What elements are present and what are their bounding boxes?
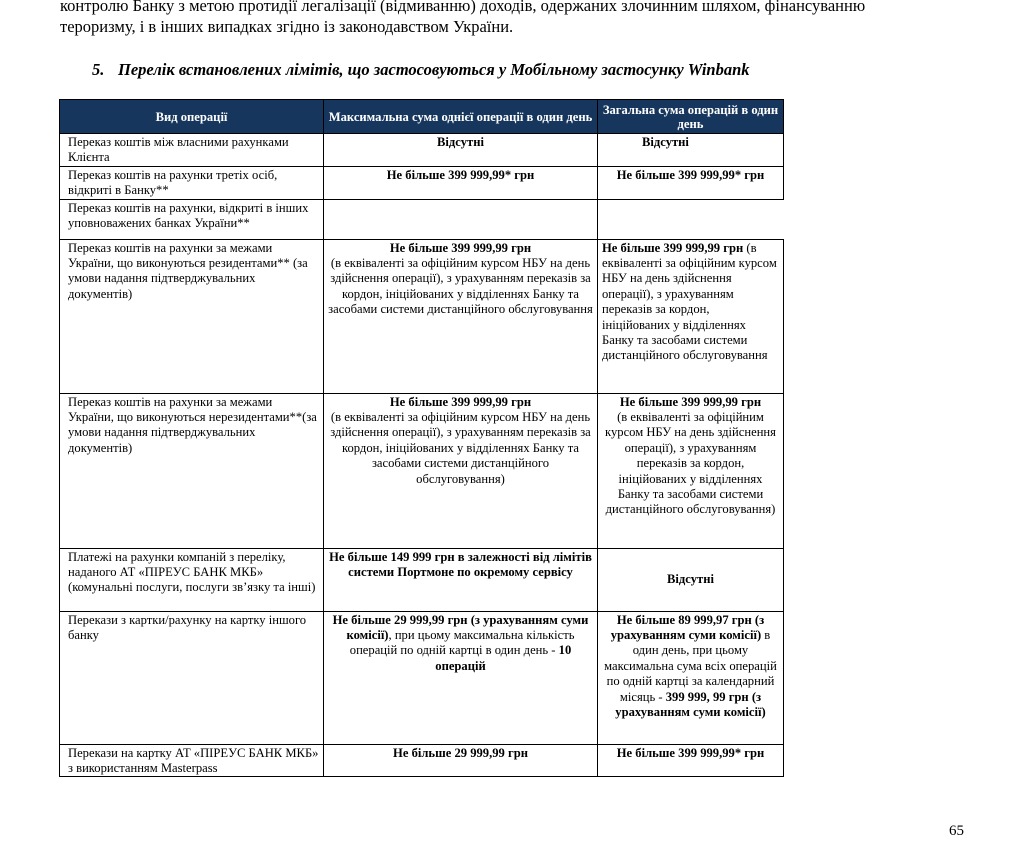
cell-max: Не більше 29 999,99 грн: [324, 744, 598, 777]
header-total-daily: Загальна сума операцій в один день: [598, 100, 784, 134]
table-header-row: [60, 100, 784, 134]
section-heading: [92, 60, 750, 80]
cell-max: [324, 239, 598, 393]
cell-max: [324, 393, 598, 548]
cell-total: [598, 393, 784, 548]
table-row: [60, 239, 784, 393]
table-row: [60, 548, 784, 611]
cell-total-tail: 399 999, 99 грн (з урахуванням суми комісії): [615, 689, 766, 720]
cell-max-empty: [324, 199, 598, 239]
cell-operation: Переказ коштів на рахунки за межами України, що виконуються нерезидентами**(за умови надання підтверджувальних документів): [60, 393, 324, 548]
cell-operation: Платежі на рахунки компаній з переліку, наданого АТ «ПІРЕУС БАНК МКБ» (комунальні послуги, послуги зв’язку та інші): [60, 548, 324, 611]
cell-max-text: , при цьому максимальна кількість операцій по одній картці в один день -: [349, 628, 575, 658]
table-row: [60, 611, 784, 744]
page-number: 65: [949, 823, 964, 839]
cell-total: Відсутні: [598, 548, 784, 611]
intro-line-1: контролю Банку з метою протидії легалізації (відмиванню) доходів, одержаних злочинним шляхом, фінансуванню: [60, 0, 866, 15]
cell-total-text: (в еквіваленті за офіційним курсом НБУ на день здійснення операції), з урахуванням переказів за кордон, ініційованих у відділеннях Банку та засобами системи дистанційного обслуговування: [602, 240, 777, 363]
cell-max: Відсутні: [324, 134, 598, 167]
limits-table: [59, 99, 784, 777]
cell-max: Не більше 399 999,99* грн: [324, 166, 598, 199]
cell-total-text: (в еквіваленті за офіційним курсом НБУ на день здійснення операції), з урахуванням переказів за кордон, ініційованих у відділеннях Банку та засобами системи дистанційного обслуговування): [605, 410, 776, 517]
cell-operation: Перекази з картки/рахунку на картку іншого банку: [60, 611, 324, 744]
cell-operation: Перекази на картку АТ «ПІРЕУС БАНК МКБ» з використанням Masterpass: [60, 744, 324, 777]
cell-max: [324, 611, 598, 744]
cell-total-bold: Не більше 399 999,99 грн: [619, 394, 762, 409]
cell-operation: Переказ коштів на рахунки, відкриті в інших уповноважених банках України**: [60, 199, 324, 239]
table-row: [60, 199, 784, 239]
cell-max-text: (в еквіваленті за офіційним курсом НБУ на день здійснення операції), з урахуванням переказів за кордон, ініційованих у відділеннях Банку та засобами системи дистанційного обслуговування): [330, 410, 591, 486]
header-operation-type: Вид операції: [60, 100, 324, 134]
table-row: [60, 744, 784, 777]
cell-total: Не більше 399 999,99* грн: [598, 744, 784, 777]
cell-max-bold: Не більше 399 999,99 грн: [389, 240, 532, 255]
table-row: [60, 393, 784, 548]
cell-operation: Переказ коштів на рахунки третіх осіб, відкриті в Банку**: [60, 166, 324, 199]
cell-operation: Переказ коштів між власними рахунками Клієнта: [60, 134, 324, 167]
cell-total-empty: [598, 199, 784, 239]
cell-total: [598, 239, 784, 393]
cell-max-bold: Не більше 29 999,99 грн (з урахуванням суми комісії): [332, 612, 589, 643]
cell-max-bold: Не більше 399 999,99 грн: [389, 394, 532, 409]
section-number: 5.: [92, 60, 105, 79]
table-row: [60, 166, 784, 199]
intro-line-2: тероризму, і в інших випадках згідно із законодавством України.: [60, 17, 514, 36]
intro-paragraph: [60, 0, 975, 37]
cell-total: [598, 611, 784, 744]
header-max-single: Максимальна сума однієї операції в один день: [324, 100, 598, 134]
cell-total-bold: Не більше 399 999,99 грн: [602, 240, 744, 255]
cell-total: Не більше 399 999,99* грн: [598, 166, 784, 199]
cell-max: Не більше 149 999 грн в залежності від лімітів системи Портмоне по окремому сервісу: [324, 548, 598, 611]
cell-operation: Переказ коштів на рахунки за межами України, що виконуються резидентами** (за умови надання підтверджувальних документів): [60, 239, 324, 393]
section-title: Перелік встановлених лімітів, що застосовуються у Мобільному застосунку Winbank: [118, 60, 750, 79]
table-row: [60, 134, 784, 167]
cell-max-text: (в еквіваленті за офіційним курсом НБУ на день здійснення операції), з урахуванням переказів за кордон, ініційованих у відділеннях Банку та засобами системи дистанційного обслуговування: [328, 256, 593, 317]
cell-total-text: в один день, при цьому максимальна сума всіх операцій по одній картці за календарний місяць -: [604, 628, 777, 704]
cell-max-tail: 10 операцій: [435, 643, 572, 673]
cell-total: Відсутні: [598, 134, 784, 167]
cell-total-bold: Не більше 89 999,97 грн (з урахуванням суми комісії): [610, 612, 765, 643]
